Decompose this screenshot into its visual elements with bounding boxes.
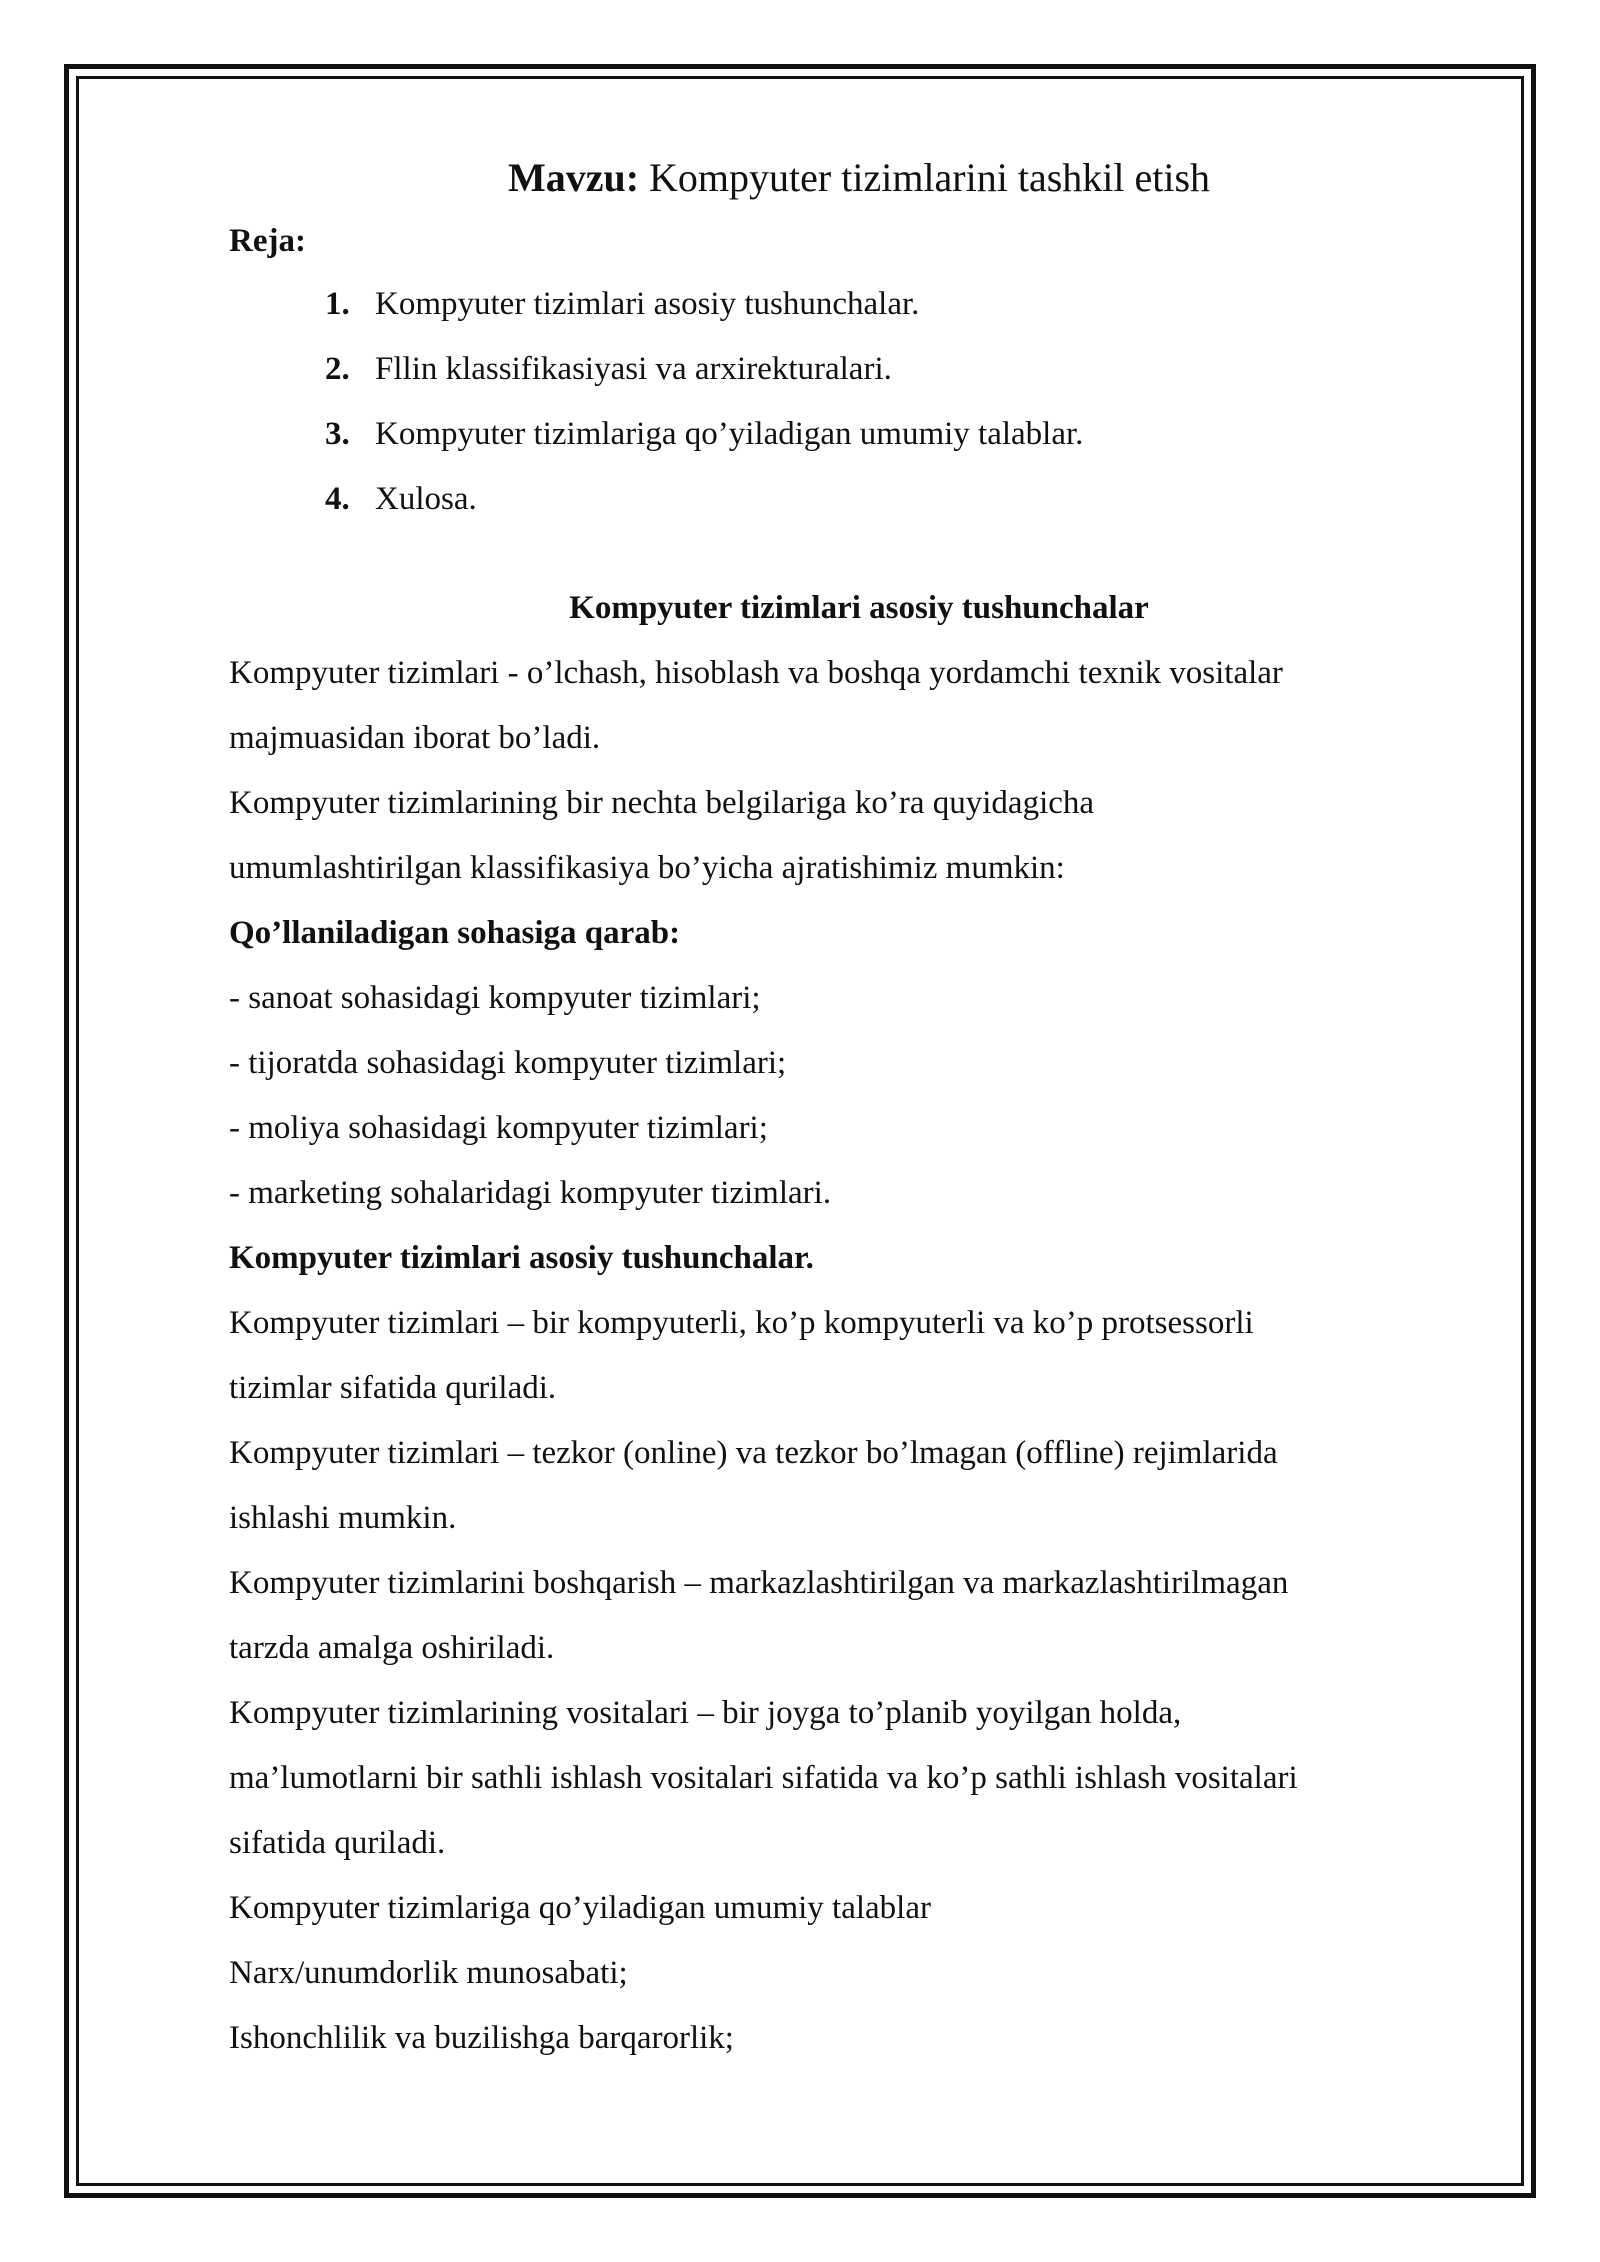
list-item: - marketing sohalaridagi kompyuter tizimlari.: [229, 1175, 832, 1211]
body-line: ma’lumotlarni bir sathli ishlash vositalari sifatida va ko’p sathli ishlash vositalari: [229, 1760, 1298, 1796]
plan-item-number: 4.: [325, 481, 350, 517]
body-line: tizimlar sifatida quriladi.: [229, 1370, 557, 1406]
body-line: Kompyuter tizimlarini boshqarish – markazlashtirilgan va markazlashtirilmagan: [229, 1565, 1289, 1601]
document-content: [229, 150, 1459, 2071]
plan-list: [229, 272, 1459, 532]
subheading-basic-concepts: Kompyuter tizimlari asosiy tushunchalar.: [229, 1240, 814, 1276]
body-line: ishlashi mumkin.: [229, 1500, 457, 1536]
body-line: Kompyuter tizimlari - o’lchash, hisoblash va boshqa yordamchi texnik vositalar: [229, 655, 1283, 691]
plan-item: [325, 337, 1459, 402]
list-item: - sanoat sohasidagi kompyuter tizimlari;: [229, 980, 761, 1016]
plan-item-number: 2.: [325, 351, 350, 387]
section-heading: Kompyuter tizimlari asosiy tushunchalar: [569, 590, 1149, 626]
body-line: Kompyuter tizimlarining bir nechta belgilariga ko’ra quyidagicha: [229, 785, 1095, 821]
body-line: Narx/unumdorlik munosabati;: [229, 1955, 628, 1991]
list-item: - tijoratda sohasidagi kompyuter tizimlari;: [229, 1045, 787, 1081]
title-text: Kompyuter tizimlarini tashkil etish: [639, 155, 1211, 200]
plan-item-number: 1.: [325, 286, 350, 322]
plan-item-number: 3.: [325, 416, 350, 452]
plan-item-text: Fllin klassifikasiyasi va arxirekturalari.: [375, 351, 892, 387]
body-line: Kompyuter tizimlari – tezkor (online) va tezkor bo’lmagan (offline) rejimlarida: [229, 1435, 1278, 1471]
page-title: [229, 150, 1459, 206]
list-item: - moliya sohasidagi kompyuter tizimlari;: [229, 1110, 768, 1146]
plan-item-text: Kompyuter tizimlari asosiy tushunchalar.: [375, 286, 920, 322]
body-line: tarzda amalga oshiriladi.: [229, 1630, 555, 1666]
body-line: Ishonchlilik va buzilishga barqarorlik;: [229, 2020, 734, 2056]
body-line: Kompyuter tizimlariga qo’yiladigan umumiy talablar: [229, 1890, 931, 1926]
plan-item: [325, 467, 1459, 532]
subheading-application-area: Qo’llaniladigan sohasiga qarab:: [229, 915, 681, 951]
plan-item-text: Xulosa.: [375, 481, 477, 517]
body-line: umumlashtirilgan klassifikasiya bo’yicha ajratishimiz mumkin:: [229, 850, 1065, 886]
plan-item-text: Kompyuter tizimlariga qo’yiladigan umumiy talablar.: [375, 416, 1084, 452]
body-line: sifatida quriladi.: [229, 1825, 446, 1861]
body-line: Kompyuter tizimlari – bir kompyuterli, ko’p kompyuterli va ko’p protsessorli: [229, 1305, 1254, 1341]
plan-heading: Reja:: [229, 223, 306, 259]
plan-item: [325, 402, 1459, 467]
body-line: majmuasidan iborat bo’ladi.: [229, 720, 601, 756]
title-label: Mavzu:: [507, 155, 640, 200]
plan-item: [325, 272, 1459, 337]
body-line: Kompyuter tizimlarining vositalari – bir joyga to’planib yoyilgan holda,: [229, 1695, 1182, 1731]
